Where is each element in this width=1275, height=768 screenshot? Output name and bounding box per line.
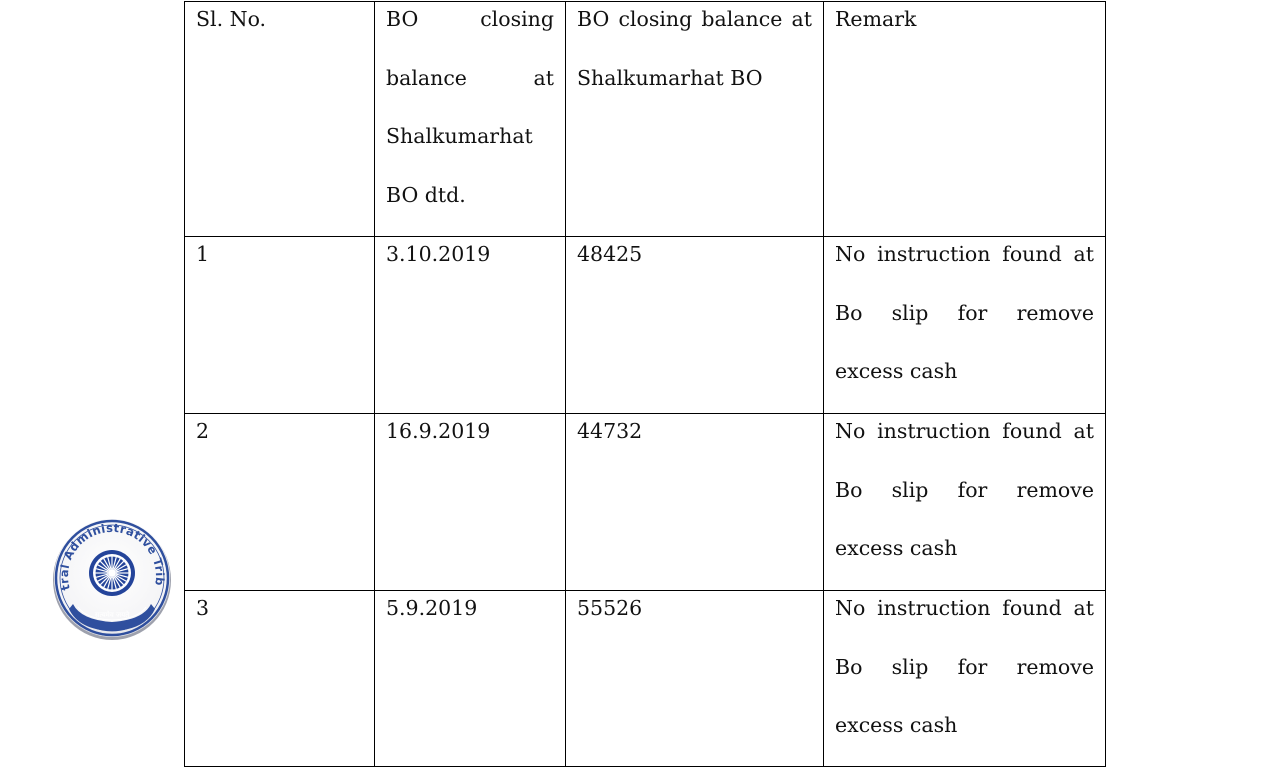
cell-remark-text: No instruction found at Bo slip for remove excess cash xyxy=(835,596,1094,737)
header-closing-date-text: BO closing balance at Shalkumarhat BO dtd. xyxy=(386,7,554,207)
cell-balance-text: 55526 xyxy=(577,596,643,620)
seal-motto-text: सत्यमेव जयते xyxy=(94,611,130,619)
header-sl-no-text: Sl. No. xyxy=(196,7,267,31)
cell-remark-text: No instruction found at Bo slip for remove excess cash xyxy=(835,419,1094,560)
cell-date-text: 16.9.2019 xyxy=(386,419,491,443)
cell-balance xyxy=(566,414,824,591)
cell-sl-no-text: 3 xyxy=(196,596,210,620)
cell-date xyxy=(375,591,566,767)
tribunal-seal-logo xyxy=(51,516,173,642)
table-row xyxy=(185,237,1106,414)
cell-date xyxy=(375,414,566,591)
header-closing-balance-text: BO closing balance at Shalkumarhat BO xyxy=(577,7,812,90)
table-row xyxy=(185,591,1106,767)
cell-remark xyxy=(824,414,1106,591)
table-header-row xyxy=(185,2,1106,237)
cell-date-text: 5.9.2019 xyxy=(386,596,478,620)
cell-balance xyxy=(566,591,824,767)
header-remark xyxy=(824,2,1106,237)
cell-date xyxy=(375,237,566,414)
cell-sl-no-text: 2 xyxy=(196,419,210,443)
header-closing-date xyxy=(375,2,566,237)
cell-sl-no xyxy=(185,237,375,414)
header-remark-text: Remark xyxy=(835,7,917,31)
table-row xyxy=(185,414,1106,591)
cell-balance xyxy=(566,237,824,414)
header-closing-balance xyxy=(566,2,824,237)
cell-sl-no-text: 1 xyxy=(196,242,210,266)
cell-sl-no xyxy=(185,591,375,767)
cell-remark xyxy=(824,591,1106,767)
header-sl-no xyxy=(185,2,375,237)
cell-sl-no xyxy=(185,414,375,591)
balance-table xyxy=(184,1,1106,767)
cell-remark xyxy=(824,237,1106,414)
cell-date-text: 3.10.2019 xyxy=(386,242,491,266)
cell-remark-text: No instruction found at Bo slip for remove excess cash xyxy=(835,242,1094,383)
cell-balance-text: 48425 xyxy=(577,242,643,266)
seal-emblem-icon xyxy=(51,516,173,642)
seal-arc-text: tral Administrative Trib xyxy=(56,520,168,592)
cell-balance-text: 44732 xyxy=(577,419,643,443)
